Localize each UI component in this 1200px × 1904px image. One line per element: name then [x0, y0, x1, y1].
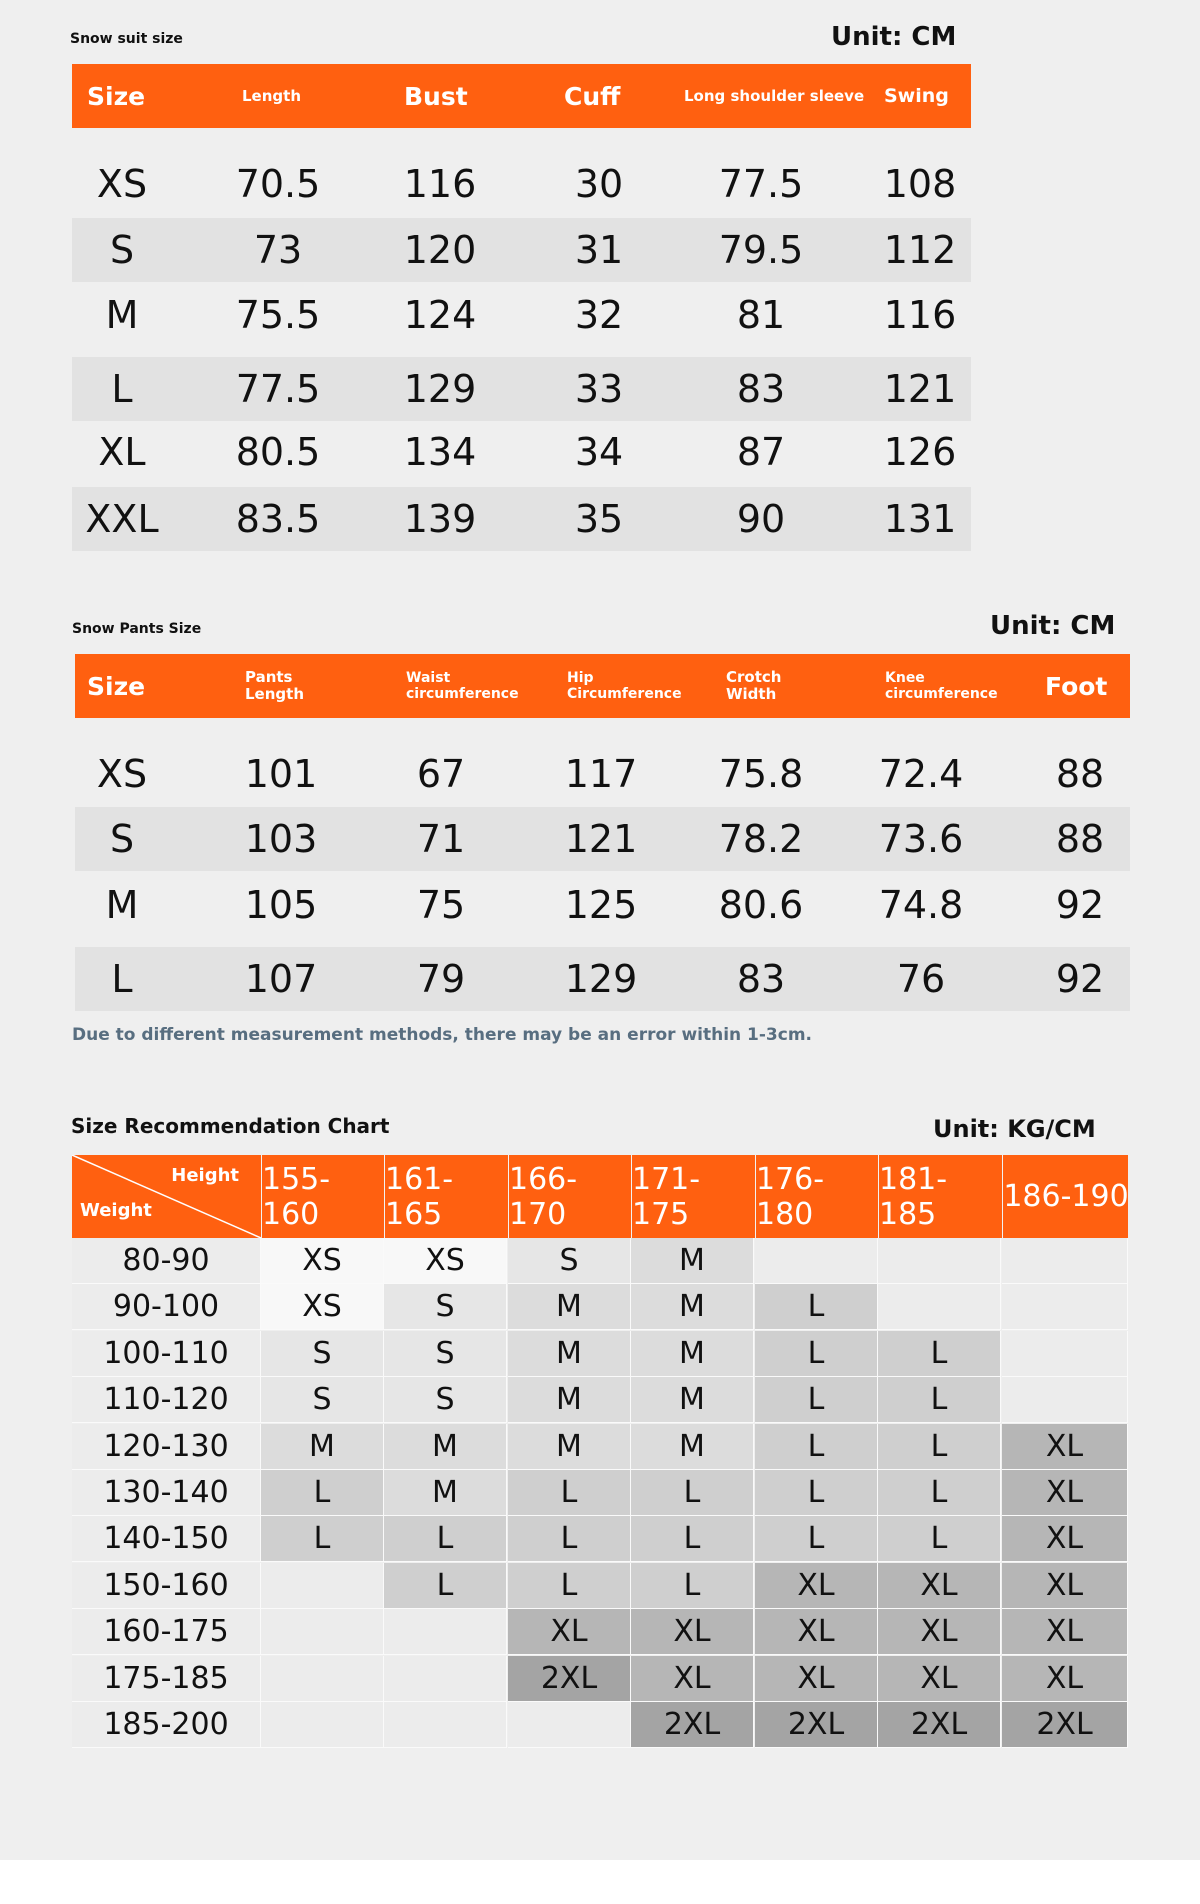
pants-value-cell: 73.6	[878, 817, 964, 861]
recommended-size-cell: XL	[631, 1609, 754, 1655]
suit-value-cell: 131	[883, 497, 957, 541]
suit-value-cell: 116	[883, 293, 957, 337]
recommended-size-cell: M	[508, 1377, 631, 1423]
recommended-size-cell: M	[631, 1331, 754, 1377]
pants-header-length-l1: Pants	[245, 668, 293, 686]
pants-value-cell: 72.4	[878, 752, 964, 796]
suit-row	[72, 286, 971, 344]
pants-size-cell: L	[111, 957, 133, 1001]
suit-header	[72, 64, 971, 128]
suit-value-cell: 31	[574, 228, 624, 272]
recommended-size-cell: L	[508, 1516, 631, 1562]
recommended-size-cell: M	[631, 1284, 754, 1330]
weight-row	[72, 1331, 1128, 1377]
recommended-size-cell	[261, 1656, 384, 1702]
recommended-size-cell	[384, 1609, 507, 1655]
pants-value-cell: 75.8	[718, 752, 804, 796]
recommended-size-cell: L	[631, 1516, 754, 1562]
weight-row	[72, 1702, 1128, 1748]
suit-value-cell: 90	[736, 497, 786, 541]
recommended-size-cell: L	[508, 1470, 631, 1516]
recommended-size-cell: 2XL	[508, 1656, 631, 1702]
recommended-size-cell: S	[384, 1377, 507, 1423]
pants-value-cell: 83	[736, 957, 786, 1001]
recommended-size-cell: S	[384, 1331, 507, 1377]
pants-header	[75, 654, 1130, 718]
pants-value-cell: 67	[416, 752, 466, 796]
suit-unit: Unit: CM	[831, 22, 957, 52]
recommended-size-cell: XL	[508, 1609, 631, 1655]
suit-value-cell: 126	[883, 430, 957, 474]
suit-value-cell: 35	[574, 497, 624, 541]
recommended-size-cell: M	[261, 1424, 384, 1470]
recommended-size-cell: 2XL	[878, 1702, 1001, 1748]
recommended-size-cell: M	[508, 1284, 631, 1330]
recommended-size-cell: M	[508, 1424, 631, 1470]
recommended-size-cell: M	[631, 1377, 754, 1423]
suit-size-cell: XL	[98, 430, 146, 474]
recommended-size-cell: L	[508, 1563, 631, 1609]
height-range-header: 176-180	[755, 1155, 879, 1238]
recommended-size-cell: XS	[261, 1238, 384, 1284]
suit-value-cell: 129	[403, 367, 477, 411]
pants-header-knee-l2: circumference	[885, 686, 998, 702]
recommended-size-cell: XL	[1002, 1563, 1128, 1609]
height-range-header: 171-175	[631, 1155, 755, 1238]
recommended-size-cell: 2XL	[755, 1702, 878, 1748]
pants-header-foot: Foot	[1045, 671, 1108, 701]
suit-row	[72, 218, 971, 282]
pants-header-waist-l1: Waist	[406, 670, 451, 686]
pants-row	[75, 947, 1130, 1011]
pants-header-hip-l1: Hip	[567, 670, 594, 686]
weight-row	[72, 1424, 1128, 1470]
suit-value-cell: 34	[574, 430, 624, 474]
recommended-size-cell: L	[755, 1516, 878, 1562]
weight-row	[72, 1377, 1128, 1423]
recommended-size-cell	[384, 1656, 507, 1702]
weight-row	[72, 1470, 1128, 1516]
recommended-size-cell: L	[878, 1331, 1001, 1377]
pants-value-cell: 75	[416, 883, 466, 927]
suit-header-bust: Bust	[404, 81, 468, 111]
pants-value-cell: 117	[564, 752, 638, 796]
pants-header-crotch	[726, 654, 781, 718]
suit-value-cell: 77.5	[235, 367, 321, 411]
pants-value-cell: 79	[416, 957, 466, 1001]
suit-value-cell: 81	[736, 293, 786, 337]
recommended-size-cell	[261, 1609, 384, 1655]
pants-header-hip-l2: Circumference	[567, 686, 682, 702]
suit-value-cell: 116	[403, 162, 477, 206]
weight-range-cell: 80-90	[72, 1238, 261, 1284]
pants-value-cell: 76	[896, 957, 946, 1001]
pants-value-cell: 78.2	[718, 817, 804, 861]
suit-value-cell: 80.5	[235, 430, 321, 474]
corner-height-label: Height	[171, 1165, 239, 1186]
suit-size-cell: XXL	[85, 497, 159, 541]
recommended-size-cell	[261, 1563, 384, 1609]
suit-value-cell: 83.5	[235, 497, 321, 541]
recommended-size-cell: S	[384, 1284, 507, 1330]
weight-row	[72, 1563, 1128, 1609]
recommended-size-cell: XL	[1002, 1656, 1128, 1702]
suit-header-cuff: Cuff	[564, 81, 621, 111]
recommended-size-cell: L	[631, 1563, 754, 1609]
suit-size-cell: S	[109, 228, 135, 272]
pants-value-cell: 103	[244, 817, 318, 861]
pants-header-waist-l2: circumference	[406, 686, 519, 702]
grid-corner	[72, 1155, 261, 1238]
recommended-size-cell: M	[508, 1331, 631, 1377]
pants-value-cell: 92	[1055, 883, 1105, 927]
recommended-size-cell: S	[508, 1238, 631, 1284]
recommended-size-cell: L	[755, 1331, 878, 1377]
pants-row	[75, 745, 1130, 803]
weight-range-cell: 160-175	[72, 1609, 261, 1655]
recommended-size-cell: S	[261, 1377, 384, 1423]
suit-value-cell: 73	[253, 228, 303, 272]
suit-value-cell: 124	[403, 293, 477, 337]
suit-value-cell: 70.5	[235, 162, 321, 206]
weight-range-cell: 120-130	[72, 1424, 261, 1470]
pants-value-cell: 88	[1055, 817, 1105, 861]
suit-header-sleeve: Long shoulder sleeve	[684, 86, 865, 105]
suit-size-cell: M	[105, 293, 139, 337]
recommended-size-cell: L	[755, 1424, 878, 1470]
recommended-size-cell: M	[631, 1238, 754, 1284]
recommended-size-cell: 2XL	[1002, 1702, 1128, 1748]
pants-header-waist	[406, 654, 519, 718]
recommended-size-cell: L	[755, 1470, 878, 1516]
suit-row	[72, 487, 971, 551]
pants-value-cell: 88	[1055, 752, 1105, 796]
pants-header-knee-l1: Knee	[885, 670, 925, 686]
pants-header-size: Size	[87, 671, 146, 701]
pants-row	[75, 876, 1130, 934]
suit-value-cell: 112	[883, 228, 957, 272]
suit-value-cell: 120	[403, 228, 477, 272]
pants-header-knee	[885, 654, 998, 718]
recommended-size-cell	[878, 1238, 1001, 1284]
recommended-size-cell	[1002, 1238, 1128, 1284]
recommended-size-cell: L	[878, 1377, 1001, 1423]
recommended-size-cell	[508, 1702, 631, 1748]
pants-header-crotch-l2: Width	[726, 685, 777, 703]
recommended-size-cell: L	[878, 1516, 1001, 1562]
suit-value-cell: 32	[574, 293, 624, 337]
pants-value-cell: 92	[1055, 957, 1105, 1001]
recommended-size-cell: XL	[1002, 1609, 1128, 1655]
weight-row	[72, 1516, 1128, 1562]
recommended-size-cell	[878, 1284, 1001, 1330]
recommended-size-cell	[1002, 1377, 1128, 1423]
pants-header-crotch-l1: Crotch	[726, 668, 782, 686]
suit-value-cell: 87	[736, 430, 786, 474]
pants-value-cell: 129	[564, 957, 638, 1001]
recommended-size-cell	[1002, 1331, 1128, 1377]
pants-value-cell: 71	[416, 817, 466, 861]
recommended-size-cell: 2XL	[631, 1702, 754, 1748]
suit-header-swing: Swing	[884, 85, 949, 107]
corner-weight-label: Weight	[80, 1200, 152, 1221]
recommended-size-cell: XL	[755, 1563, 878, 1609]
recommended-size-cell	[755, 1238, 878, 1284]
weight-row	[72, 1656, 1128, 1702]
measurement-note: Due to different measurement methods, there may be an error within 1-3cm.	[72, 1025, 813, 1045]
weight-range-cell: 140-150	[72, 1516, 261, 1562]
height-range-header: 186-190	[1002, 1155, 1129, 1238]
recommended-size-cell: L	[384, 1516, 507, 1562]
weight-row	[72, 1609, 1128, 1655]
pants-value-cell: 74.8	[878, 883, 964, 927]
suit-value-cell: 75.5	[235, 293, 321, 337]
suit-value-cell: 108	[883, 162, 957, 206]
suit-value-cell: 79.5	[718, 228, 804, 272]
footer-strip	[0, 1860, 1200, 1904]
recommended-size-cell: L	[261, 1516, 384, 1562]
weight-range-cell: 150-160	[72, 1563, 261, 1609]
height-range-header: 161-165	[384, 1155, 508, 1238]
suit-value-cell: 139	[403, 497, 477, 541]
recommended-size-cell: XL	[631, 1656, 754, 1702]
suit-value-cell: 77.5	[718, 162, 804, 206]
weight-range-cell: 175-185	[72, 1656, 261, 1702]
suit-row	[72, 424, 971, 480]
recommended-size-cell: XL	[878, 1656, 1001, 1702]
recommended-size-cell: XL	[1002, 1424, 1128, 1470]
recommended-size-cell: XL	[878, 1563, 1001, 1609]
suit-row	[72, 357, 971, 421]
grid-header	[72, 1155, 1128, 1238]
pants-unit: Unit: CM	[990, 611, 1116, 641]
pants-value-cell: 121	[564, 817, 638, 861]
height-range-header: 155-160	[261, 1155, 385, 1238]
pants-value-cell: 125	[564, 883, 638, 927]
recommended-size-cell: XL	[755, 1656, 878, 1702]
recommended-size-cell: L	[755, 1377, 878, 1423]
recommended-size-cell	[1002, 1284, 1128, 1330]
height-range-header: 166-170	[508, 1155, 632, 1238]
suit-value-cell: 33	[574, 367, 624, 411]
recommended-size-cell: XS	[384, 1238, 507, 1284]
weight-row	[72, 1238, 1128, 1284]
pants-size-cell: S	[109, 817, 135, 861]
recommended-size-cell: L	[755, 1284, 878, 1330]
recommend-unit: Unit: KG/CM	[933, 1115, 1096, 1143]
suit-value-cell: 83	[736, 367, 786, 411]
pants-header-length-l2: Length	[245, 685, 304, 703]
recommended-size-cell: M	[631, 1424, 754, 1470]
recommended-size-cell: L	[878, 1470, 1001, 1516]
recommended-size-cell: S	[261, 1331, 384, 1377]
suit-value-cell: 30	[574, 162, 624, 206]
recommended-size-cell: XL	[878, 1609, 1001, 1655]
recommended-size-cell: L	[384, 1563, 507, 1609]
pants-row	[75, 807, 1130, 871]
suit-size-cell: L	[111, 367, 133, 411]
recommended-size-cell: XL	[1002, 1470, 1128, 1516]
weight-range-cell: 110-120	[72, 1377, 261, 1423]
suit-row	[72, 155, 971, 213]
weight-range-cell: 130-140	[72, 1470, 261, 1516]
pants-header-length	[245, 654, 304, 718]
recommend-title: Size Recommendation Chart	[71, 1114, 390, 1138]
pants-title: Snow Pants Size	[72, 621, 202, 637]
pants-value-cell: 105	[244, 883, 318, 927]
weight-range-cell: 185-200	[72, 1702, 261, 1748]
recommended-size-cell: XL	[1002, 1516, 1128, 1562]
recommended-size-cell: L	[261, 1470, 384, 1516]
recommended-size-cell: XS	[261, 1284, 384, 1330]
pants-value-cell: 80.6	[718, 883, 804, 927]
pants-value-cell: 101	[244, 752, 318, 796]
suit-header-length: Length	[242, 86, 301, 105]
suit-value-cell: 134	[403, 430, 477, 474]
pants-size-cell: XS	[96, 752, 148, 796]
recommended-size-cell: M	[384, 1470, 507, 1516]
recommended-size-cell: XL	[755, 1609, 878, 1655]
recommended-size-cell	[384, 1702, 507, 1748]
weight-range-cell: 100-110	[72, 1331, 261, 1377]
height-range-header: 181-185	[878, 1155, 1002, 1238]
recommended-size-cell: M	[384, 1424, 507, 1470]
suit-header-size: Size	[87, 81, 146, 111]
pants-size-cell: M	[105, 883, 139, 927]
weight-row	[72, 1284, 1128, 1330]
recommended-size-cell: L	[878, 1424, 1001, 1470]
recommended-size-cell	[261, 1702, 384, 1748]
pants-value-cell: 107	[244, 957, 318, 1001]
pants-header-hip	[567, 654, 682, 718]
suit-value-cell: 121	[883, 367, 957, 411]
suit-size-cell: XS	[96, 162, 148, 206]
suit-title: Snow suit size	[70, 31, 183, 47]
recommended-size-cell: L	[631, 1470, 754, 1516]
weight-range-cell: 90-100	[72, 1284, 261, 1330]
